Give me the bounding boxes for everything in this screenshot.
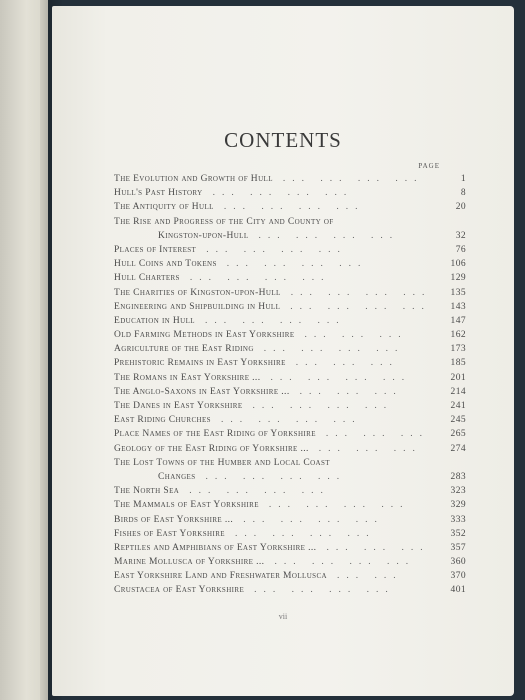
toc-leader-dots: ... ... ... — [299, 386, 403, 397]
toc-entry-title: East Riding Churches — [114, 415, 211, 426]
book-page — [52, 6, 514, 696]
toc-leader-dots: ... ... ... ... — [268, 500, 410, 511]
toc-entry — [114, 342, 466, 356]
toc-page-number: 143 — [450, 301, 466, 312]
toc-entry-title: Crustacea of East Yorkshire — [114, 585, 245, 596]
toc-leader-dots: ... ... ... ... — [206, 244, 347, 255]
toc-leader-dots: ... ... ... ... — [220, 415, 362, 426]
toc-entry-title: The North Sea — [114, 486, 180, 497]
toc-leader-dots: ... ... ... — [326, 542, 430, 553]
toc-page-number: 360 — [450, 557, 466, 568]
toc-page-number: 147 — [450, 315, 466, 326]
toc-leader-dots: ... ... ... — [295, 358, 399, 369]
toc-entry-line — [114, 371, 466, 385]
toc-entry-title: Marine Mollusca of Yorkshire ... — [114, 557, 265, 568]
toc-leader-dots: ... ... ... ... — [243, 514, 384, 525]
toc-entry-line — [114, 172, 466, 186]
toc-page-number: 76 — [455, 244, 466, 255]
toc-entry — [114, 286, 466, 300]
toc-entry-line — [114, 200, 466, 214]
toc-leader-dots: ... ... ... ... — [189, 273, 331, 284]
toc-page-number: 370 — [450, 571, 466, 582]
toc-entry-title: The Romans in East Yorkshire ... — [114, 372, 261, 383]
toc-entry-line — [114, 413, 466, 427]
toc-leader-dots: ... ... ... — [325, 429, 430, 440]
toc-entry-title: The Rise and Progress of the City and County of — [114, 216, 334, 227]
page-number: vii — [278, 612, 288, 621]
toc-entry-line — [114, 342, 466, 356]
toc-entry-line — [114, 498, 466, 512]
toc-entry-title: Reptiles and Amphibians of East Yorkshire ... — [114, 542, 317, 553]
toc-entry-line — [114, 513, 466, 527]
toc-page-number: 329 — [450, 500, 466, 511]
toc-entry-line — [114, 541, 466, 555]
toc-entry — [114, 257, 466, 271]
toc-entry-line — [114, 271, 466, 285]
toc-entry-title: The Anglo-Saxons in East Yorkshire ... — [114, 386, 290, 397]
toc-entry-line — [114, 555, 466, 569]
toc-entry-line — [114, 328, 466, 342]
table-of-contents — [114, 172, 466, 598]
toc-entry-line — [114, 569, 466, 583]
toc-entry-continuation: Kingston-upon-Hull — [158, 230, 249, 241]
toc-leader-dots: ... ... ... ... — [258, 230, 400, 241]
toc-page-number: 162 — [450, 330, 466, 341]
toc-entry-line — [114, 470, 466, 484]
toc-entry-line — [114, 385, 466, 399]
toc-page-number: 274 — [450, 443, 466, 454]
toc-page-number: 214 — [450, 386, 466, 397]
toc-page-number: 135 — [450, 287, 466, 298]
toc-leader-dots: ... ... ... — [304, 330, 408, 341]
toc-leader-dots: ... ... ... — [318, 443, 422, 454]
toc-entry-title: Birds of East Yorkshire ... — [114, 514, 234, 525]
toc-page-number: 8 — [460, 188, 466, 199]
toc-page-number: 106 — [450, 259, 466, 270]
toc-entry-title: The Evolution and Growth of Hull — [114, 174, 273, 184]
toc-entry — [114, 215, 466, 243]
toc-entry-line — [114, 456, 466, 470]
toc-entry — [114, 385, 466, 399]
toc-entry-line — [114, 399, 466, 413]
toc-entry — [114, 172, 466, 186]
toc-leader-dots: ... ... ... ... — [274, 557, 416, 568]
toc-entry — [114, 200, 466, 214]
toc-entry-title: Old Farming Methods in East Yorkshire — [114, 330, 295, 341]
toc-entry — [114, 555, 466, 569]
toc-leader-dots: ... ... ... ... — [270, 372, 412, 383]
toc-entry — [114, 186, 466, 200]
toc-leader-dots: ... ... ... ... — [226, 259, 368, 270]
toc-entry-line — [114, 442, 466, 456]
toc-entry-title: Education in Hull — [114, 315, 195, 326]
toc-page-number: 1 — [460, 174, 466, 184]
toc-page-number: 241 — [450, 401, 466, 412]
toc-page-number: 173 — [450, 344, 466, 355]
toc-entry-title: Agriculture of the East Riding — [114, 344, 254, 355]
toc-entry-line — [114, 229, 466, 243]
toc-entry — [114, 356, 466, 370]
toc-entry-title: The Danes in East Yorkshire — [114, 401, 243, 412]
toc-entry-title: Hull Charters — [114, 273, 180, 284]
toc-page-number: 357 — [450, 542, 466, 553]
page-column-header: PAGE — [418, 162, 440, 170]
toc-leader-dots: ... ... ... ... — [234, 528, 376, 539]
toc-entry-line — [114, 314, 466, 328]
toc-entry-title: Fishes of East Yorkshire — [114, 528, 225, 539]
toc-entry-title: Engineering and Shipbuilding in Hull — [114, 301, 281, 312]
toc-entry — [114, 484, 466, 498]
toc-page-number: 283 — [450, 471, 466, 482]
toc-page-number: 352 — [450, 528, 466, 539]
toc-entry — [114, 442, 466, 456]
toc-page-number: 20 — [455, 202, 466, 213]
toc-leader-dots: ... ... — [336, 571, 403, 582]
toc-entry-title: The Charities of Kingston-upon-Hull — [114, 287, 281, 298]
toc-entry — [114, 456, 466, 484]
page-title: CONTENTS — [224, 128, 342, 152]
toc-entry-line — [114, 356, 466, 370]
toc-entry-line — [114, 300, 466, 314]
toc-entry — [114, 569, 466, 583]
toc-page-number: 323 — [450, 486, 466, 497]
toc-entry-title: Places of Interest — [114, 244, 197, 255]
toc-page-number: 32 — [455, 230, 466, 241]
toc-entry — [114, 314, 466, 328]
toc-entry-title: Prehistoric Remains in East Yorkshire — [114, 358, 286, 369]
toc-entry-line — [114, 215, 466, 229]
toc-entry-continuation: Changes — [158, 471, 196, 482]
toc-leader-dots: ... ... ... ... — [223, 202, 365, 213]
toc-entry — [114, 513, 466, 527]
toc-entry-title: Hull Coins and Tokens — [114, 259, 217, 270]
toc-leader-dots: ... ... ... ... — [204, 315, 346, 326]
toc-entry-line — [114, 484, 466, 498]
toc-entry-line — [114, 243, 466, 257]
toc-entry — [114, 328, 466, 342]
toc-entry-title: The Lost Towns of the Humber and Local Coast — [114, 457, 330, 468]
toc-leader-dots: ... ... ... ... — [263, 344, 405, 355]
toc-entry-line — [114, 583, 466, 597]
toc-entry — [114, 583, 466, 597]
toc-entry-title: Place Names of the East Riding of Yorkshire — [114, 429, 316, 440]
toc-leader-dots: ... ... ... ... — [254, 585, 395, 596]
toc-entry-title: East Yorkshire Land and Freshwater Mollusca — [114, 571, 327, 582]
toc-entry-title: The Mammals of East Yorkshire — [114, 500, 259, 511]
toc-entry-line — [114, 427, 466, 441]
toc-leader-dots: ... ... ... ... — [290, 287, 432, 298]
toc-page-number: 185 — [450, 358, 466, 369]
toc-entry-title: Hull's Past History — [114, 188, 203, 199]
toc-leader-dots: ... ... ... ... — [212, 188, 354, 199]
toc-entry — [114, 527, 466, 541]
toc-leader-dots: ... ... ... ... — [282, 174, 424, 184]
toc-page-number: 129 — [450, 273, 466, 284]
toc-entry — [114, 300, 466, 314]
toc-entry — [114, 371, 466, 385]
toc-page-number: 401 — [450, 585, 466, 596]
toc-entry-title: Geology of the East Riding of Yorkshire ... — [114, 443, 309, 454]
toc-entry — [114, 243, 466, 257]
toc-leader-dots: ... ... ... ... — [252, 401, 394, 412]
toc-entry — [114, 413, 466, 427]
toc-page-number: 333 — [450, 514, 466, 525]
toc-entry-line — [114, 186, 466, 200]
toc-entry — [114, 427, 466, 441]
toc-leader-dots: ... ... ... ... — [290, 301, 431, 312]
toc-entry — [114, 399, 466, 413]
toc-page-number: 201 — [450, 372, 466, 383]
toc-leader-dots: ... ... ... ... — [205, 471, 347, 482]
toc-entry — [114, 541, 466, 555]
toc-entry — [114, 498, 466, 512]
toc-entry-title: The Antiquity of Hull — [114, 202, 214, 213]
toc-entry-line — [114, 257, 466, 271]
toc-leader-dots: ... ... ... ... — [189, 486, 330, 497]
toc-entry-line — [114, 527, 466, 541]
toc-entry-line — [114, 286, 466, 300]
toc-entry — [114, 271, 466, 285]
toc-page-number: 245 — [450, 415, 466, 426]
toc-page-number: 265 — [450, 429, 466, 440]
